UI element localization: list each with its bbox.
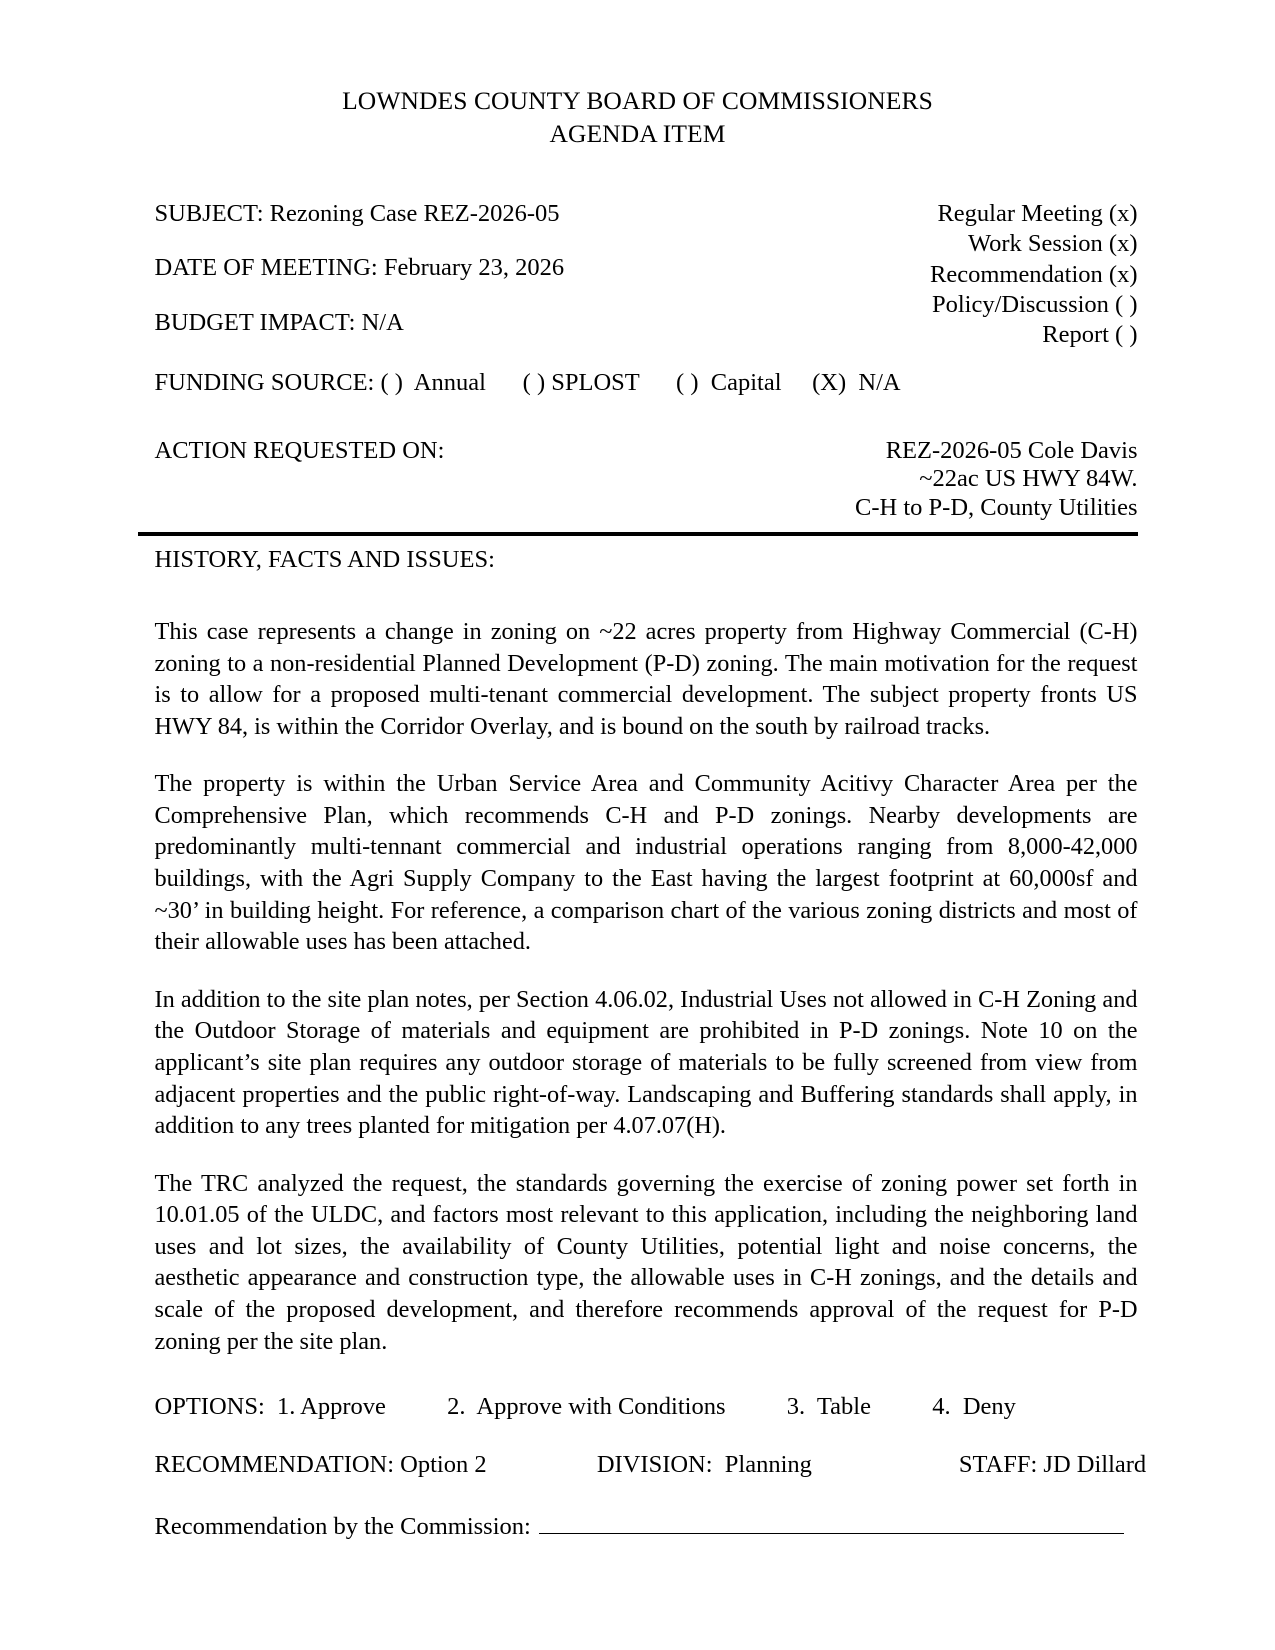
meeting-type-policy-discussion[interactable]: Policy/Discussion ( ) xyxy=(931,290,1138,318)
title-line-2: AGENDA ITEM xyxy=(549,119,726,149)
meeting-type-recommendation[interactable]: Recommendation (x) xyxy=(929,260,1138,288)
action-requested-line-1: REZ-2026-05 Cole Davis xyxy=(885,436,1138,464)
history-paragraph-3: In addition to the site plan notes, per Section 4.06.02, Industrial Uses not allowed in C-H Zoning and the Outdoor Storage of materials and equipment are prohibited in P-D zonings. Note 10 on the applicant’s site plan requires any outdoor storage of materials to be fully screened from view from adjacent properties and the public right-of-way. Landscaping and Buffering standards shall apply, in addition to any trees planted for mitigation per 4.07.07(H). xyxy=(154,985,1138,1140)
action-requested-line-3: C-H to P-D, County Utilities xyxy=(855,493,1138,521)
history-paragraph-2: The property is within the Urban Service Area and Community Acitivy Character Area per the Comprehensive Plan, which recommends C-H and P-D zonings. Nearby developments are predominantly multi-tennant commercial and industrial operations ranging from 8,000-42,000 buildings, with the Agri Supply Company to the East having the largest footprint at 60,000sf and ~30’ in building height. For reference, a comparison chart of the various zoning districts and most of their allowable uses has been attached. xyxy=(154,770,1138,956)
action-requested-label: ACTION REQUESTED ON: xyxy=(154,436,445,464)
header-meta xyxy=(138,200,1138,363)
subject-field: SUBJECT: Rezoning Case REZ-2026-05 xyxy=(154,200,560,228)
title-line-1: LOWNDES COUNTY BOARD OF COMMISSIONERS xyxy=(342,86,933,115)
action-requested-section xyxy=(138,437,1138,522)
meeting-type-regular-meeting[interactable]: Regular Meeting (x) xyxy=(937,200,1138,228)
commission-recommendation-row xyxy=(155,1513,1138,1541)
header-divider xyxy=(138,532,1138,536)
meeting-type-checklist xyxy=(770,200,1137,351)
history-paragraph-4: The TRC analyzed the request, the standards governing the exercise of zoning power set forth in 10.01.05 of the ULDC, and factors most relevant to this application, including the neighboring land uses and lot sizes, the availability of County Utilities, potential light and noise concerns, the aesthetic appearance and construction type, the allowable uses in C-H zonings, and the details and scale of the proposed development, and therefore recommends approval of the request for P-D zoning per the site plan. xyxy=(154,1169,1138,1355)
funding-source-field: FUNDING SOURCE: ( ) Annual ( ) SPLOST ( ) Capital (X) N/A xyxy=(154,368,901,396)
date-of-meeting-field: DATE OF MEETING: February 23, 2026 xyxy=(154,254,565,282)
action-requested-line-2: ~22ac US HWY 84W. xyxy=(919,465,1138,493)
options-row: OPTIONS: 1. Approve 2. Approve with Conditions 3. Table 4. Deny xyxy=(154,1393,1016,1421)
history-paragraph-1: This case represents a change in zoning on ~22 acres property from Highway Commercial (C-H) zoning to a non-residential Planned Development (P-D) zoning. The main motivation for the request is to allow for a proposed multi-tenant commercial development. The subject property fronts US HWY 84, is within the Corridor Overlay, and is bound on the south by railroad tracks. xyxy=(154,618,1138,740)
history-heading: HISTORY, FACTS AND ISSUES: xyxy=(154,546,495,574)
meeting-type-report[interactable]: Report ( ) xyxy=(1042,320,1138,348)
header-left-fields xyxy=(155,200,771,363)
document-title xyxy=(0,0,1275,150)
commission-recommendation-label: Recommendation by the Commission: xyxy=(154,1513,531,1541)
document-body xyxy=(138,546,1147,1541)
commission-recommendation-blank[interactable] xyxy=(539,1513,1124,1534)
action-requested-values xyxy=(855,437,1137,522)
recommendation-row: RECOMMENDATION: Option 2 DIVISION: Planning STAFF: JD Dillard xyxy=(154,1451,1147,1479)
meeting-type-work-session[interactable]: Work Session (x) xyxy=(967,230,1138,258)
budget-impact-field: BUDGET IMPACT: N/A xyxy=(154,308,404,336)
